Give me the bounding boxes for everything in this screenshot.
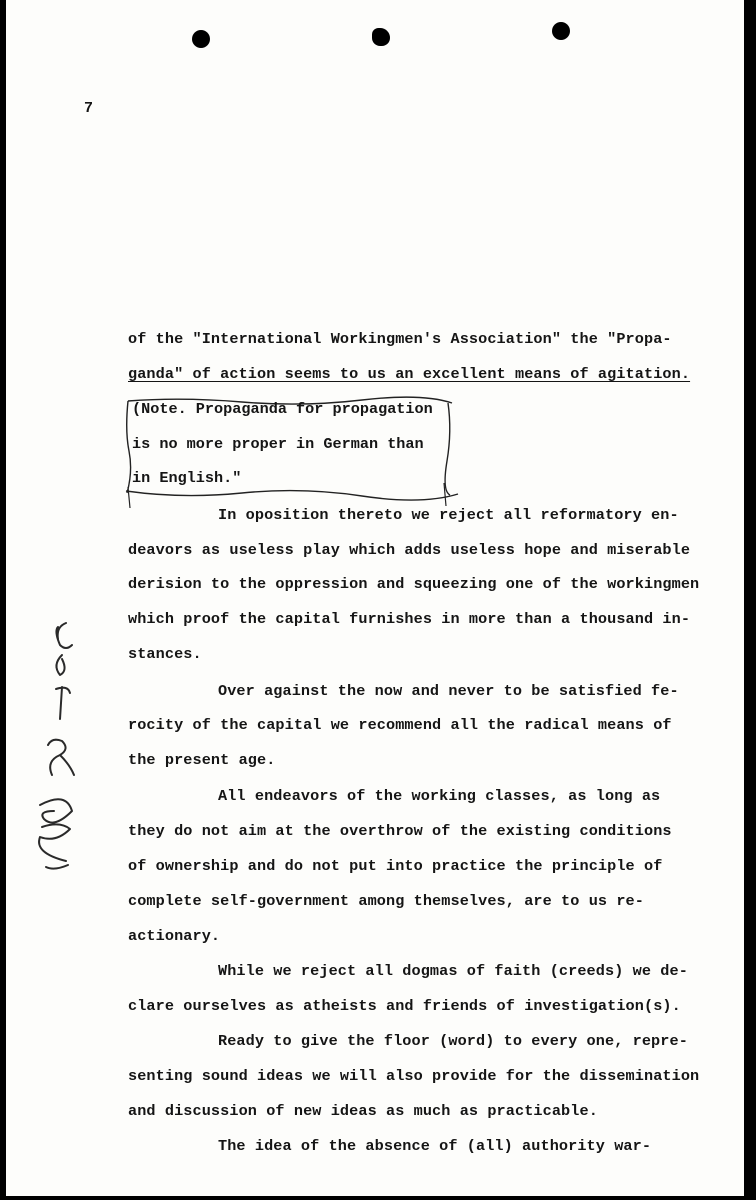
para-3-line-5: actionary. [128,927,221,945]
document-page [6,0,744,1196]
para-3-line-4: complete self-government among themselves, are to us re- [128,892,644,910]
para-3-line-2: they do not aim at the overthrow of the existing conditions [128,822,672,840]
page-number: 7 [84,100,94,117]
para-2-line-3: the present age. [128,751,276,769]
para-5-line-3: and discussion of new ideas as much as practicable. [128,1102,598,1120]
para-5-line-1: Ready to give the floor (word) to every one, repre- [218,1032,688,1050]
intro-line-1 [128,330,672,348]
para-3-line-3: of ownership and do not put into practice the principle of [128,857,663,875]
intro-line-1-text: of the "International Workingmen's Association" the "Propa- [128,330,672,348]
note-line-1: (Note. Propaganda for propagation [132,400,433,418]
para-3-line-1: All endeavors of the working classes, as long as [218,787,661,805]
para-2-line-1: Over against the now and never to be satisfied fe- [218,682,679,700]
para-1-line-5: stances. [128,645,202,663]
intro-line-2 [128,365,690,383]
handwritten-exhibit-mark [26,615,96,875]
punch-hole-right [552,22,570,40]
para-5-line-2: senting sound ideas we will also provide for the dissemination [128,1067,700,1085]
intro-line-2-text: ganda" of action seems to us an excellent means of agitation. [128,365,691,383]
para-2-line-2: rocity of the capital we recommend all the radical means of [128,716,672,734]
handwritten-exhibit-mark-drawing [26,615,96,875]
note-line-3: in English." [132,469,242,487]
para-1-line-1: In oposition thereto we reject all reformatory en- [218,506,679,524]
para-1-line-2: deavors as useless play which adds useless hope and miserable [128,541,691,559]
para-1-line-4: which proof the capital furnishes in more than a thousand in- [128,610,691,628]
para-1-line-3: derision to the oppression and squeezing one of the workingmen [128,575,700,593]
punch-hole-left [192,30,210,48]
punch-hole-center [372,28,390,46]
para-4-line-1: While we reject all dogmas of faith (creeds) we de- [218,962,688,980]
para-4-line-2: clare ourselves as atheists and friends of investigation(s). [128,997,681,1015]
note-box [122,391,454,495]
note-line-2: is no more proper in German than [132,435,424,453]
para-6-line-1: The idea of the absence of (all) authority war- [218,1137,652,1155]
